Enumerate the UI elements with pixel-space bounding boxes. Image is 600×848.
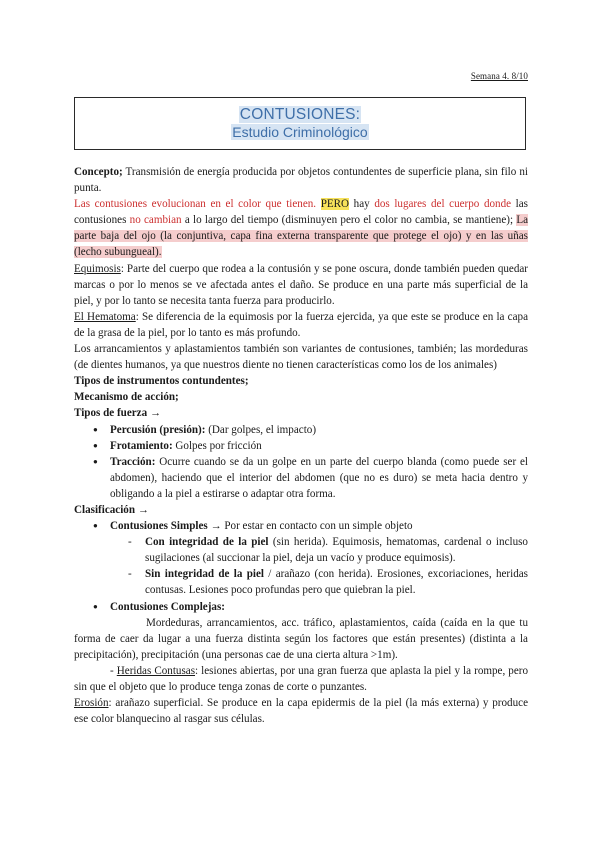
heridas-paragraph	[74, 663, 528, 695]
tipos-fuerza-label: Tipos de fuerza	[74, 407, 148, 420]
fuerza-text: Ocurre cuando se da un golpe en un parte del cuerpo blanda (como puede ser el abdomen), haciendo que el interior del abdomen (que no es duro) se meta hacia dentro y obligando a la piel a estirarse o adaptar otra forma.	[110, 455, 528, 500]
hematoma-paragraph	[74, 309, 528, 341]
list-item	[110, 454, 528, 502]
fuerza-text: (Dar golpes, el impacto)	[205, 423, 317, 436]
sub-item-text: (sin herida). Equimosis, hematomas, cardenal o incluso sugilaciones (al succionar la piel, deja un vacío y produce equimosis).	[145, 536, 528, 565]
evolucion-red-2: dos lugares del cuerpo donde	[374, 198, 512, 211]
list-item	[110, 438, 528, 454]
concepto-label: Concepto;	[74, 166, 123, 178]
evolucion-red-1: Las contusiones evolucionan en el color que tienen.	[74, 198, 317, 211]
fuerza-label: Percusión (presión):	[110, 423, 206, 436]
fuerzas-list	[74, 422, 528, 502]
heridas-dash: -	[110, 664, 117, 677]
simples-label: Contusiones Simples	[110, 520, 208, 533]
title-line-2: Estudio Criminológico	[232, 124, 368, 140]
pero-highlight: PERO	[320, 198, 350, 211]
list-item	[110, 422, 528, 438]
clasificacion-heading	[74, 502, 528, 518]
simples-text: → Por estar en contacto con un simple objeto	[207, 520, 413, 533]
complejas-label: Contusiones Complejas:	[110, 600, 225, 613]
erosion-paragraph	[74, 695, 528, 727]
clasificacion-list	[74, 518, 528, 534]
tipos-fuerza-heading	[74, 405, 528, 421]
erosion-text: : arañazo superficial. Se produce en la capa epidermis de la piel (la más externa) y produce ese color blanquecino al rasgar sus células.	[74, 697, 528, 726]
list-item	[145, 566, 528, 598]
mecanismo-heading	[74, 389, 528, 405]
document-body	[74, 164, 528, 727]
fuerza-label: Tracción:	[110, 455, 156, 468]
heridas-text: : lesiones abiertas, por una gran fuerza que aplasta la piel y la rompe, pero sin que el objeto que lo produce tenga zonas de corte o punzantes.	[74, 664, 529, 693]
tipos-instrumentos-label: Tipos de instrumentos contundentes;	[74, 375, 249, 388]
equimosis-label: Equimosis	[74, 262, 121, 275]
arrancamientos-paragraph: Los arrancamientos y aplastamientos también son variantes de contusiones, también; las mordeduras (de dientes humanos, ya que nuestros diente no tienen características como los de los animales)	[74, 343, 528, 372]
evolucion-text-2: a lo largo del tiempo (disminuyen pero el color no cambia, se mantiene);	[181, 214, 517, 227]
clasificacion-label: Clasificación	[74, 503, 136, 516]
concepto-text: Transmisión de energía producida por objetos contundentes de superficie plana, sin filo ni punta.	[74, 166, 528, 195]
complejas-list	[74, 599, 528, 615]
fuerza-label: Frotamiento:	[110, 439, 173, 452]
erosion-label: Erosión	[74, 697, 109, 710]
evolucion-paragraph	[74, 196, 528, 260]
list-item	[110, 599, 528, 615]
complejas-text: Mordeduras, arrancamientos, acc. tráfico, aplastamientos, caída (caída en la que tu forma de caer da lugar a una fuerza distinta según los factores que están presentes) (distinta a la precipitación), precipitación (una personas cae de una cierta altura >1m).	[74, 616, 528, 661]
tipos-instrumentos-heading	[74, 373, 528, 389]
sub-item-label: Sin integridad de la piel	[145, 568, 264, 581]
equimosis-paragraph	[74, 261, 528, 309]
evolucion-pink-highlight: La parte baja del ojo (la conjuntiva, capa fina externa transparente que protege el ojo) y en las uñas (lecho subungueal).	[74, 214, 529, 259]
clasificacion-arrow: →	[135, 503, 149, 516]
hematoma-label: El Hematoma	[74, 310, 136, 323]
concepto-paragraph	[74, 164, 528, 196]
list-item	[145, 534, 528, 566]
tipos-fuerza-arrow: →	[147, 407, 162, 420]
title-box	[74, 97, 526, 150]
title-line-1: CONTUSIONES:	[239, 106, 361, 123]
hematoma-text: : Se diferencia de la equimosis por la fuerza ejercida, ya que este se produce en la capa de la grasa de la piel, por lo tanto es más profundo.	[74, 310, 528, 339]
evolucion-red-3: no cambian	[129, 214, 182, 227]
heridas-label: Heridas Contusas	[116, 664, 196, 677]
simples-sublist	[74, 534, 528, 598]
sub-item-text: / arañazo (con herida). Erosiones, excoriaciones, heridas contusas. Lesiones poco profundas pero que quiebran la piel.	[145, 568, 528, 597]
week-page-reference: Semana 4. 8/10	[470, 71, 528, 81]
evolucion-text-1: las contusiones	[74, 198, 528, 227]
fuerza-text: Golpes por fricción	[172, 439, 262, 452]
sub-item-label: Con integridad de la piel	[145, 536, 269, 549]
list-item	[110, 518, 528, 534]
mecanismo-label: Mecanismo de acción;	[74, 391, 179, 404]
evolucion-hay: hay	[349, 198, 375, 211]
equimosis-text: : Parte del cuerpo que rodea a la contusión y se pone oscura, donde también pueden quedar marcas o por lo menos se ve afectada antes el daño. Se produce en una parte más superficial de la piel, y por lo tanto se necesita tanta fuerza para producirlo.	[74, 262, 528, 307]
